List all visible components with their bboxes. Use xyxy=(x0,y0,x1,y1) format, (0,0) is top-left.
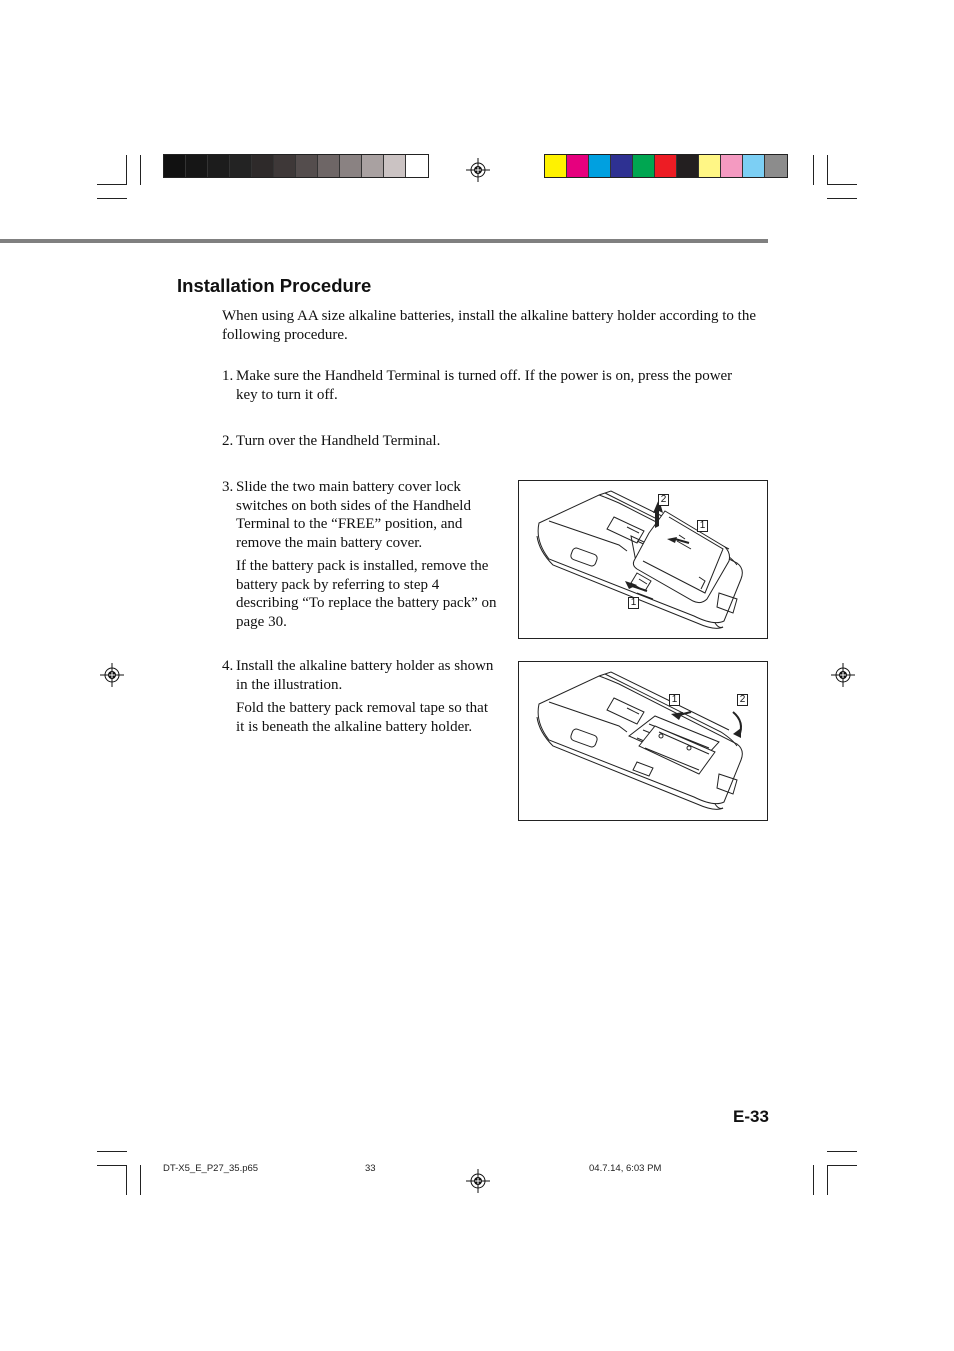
step-text: Install the alkaline battery holder as shown in the illustration. xyxy=(236,658,494,693)
step-text: Turn over the Handheld Terminal. xyxy=(236,433,441,449)
color-swatch xyxy=(362,155,384,177)
color-swatch xyxy=(406,155,428,177)
crop-mark xyxy=(97,1151,127,1152)
step-label-badge: 2 xyxy=(737,694,748,706)
footer-page: 33 xyxy=(365,1163,376,1174)
step-4 xyxy=(222,657,498,741)
color-calibration-bar xyxy=(544,154,788,178)
illustration-remove-battery-cover xyxy=(518,480,768,639)
color-swatch xyxy=(765,155,787,177)
crop-mark xyxy=(126,1165,127,1195)
page-number: E-33 xyxy=(733,1107,769,1126)
color-swatch xyxy=(743,155,765,177)
step-label-badge: 2 xyxy=(658,494,669,506)
crop-mark xyxy=(140,155,141,185)
registration-mark-icon xyxy=(831,663,855,687)
section-rule xyxy=(0,239,768,243)
crop-mark xyxy=(140,1165,141,1195)
color-swatch xyxy=(384,155,406,177)
footer-filename: DT-X5_E_P27_35.p65 xyxy=(163,1163,259,1174)
color-swatch xyxy=(567,155,589,177)
footer-date: 04.7.14, 6:03 PM xyxy=(589,1163,662,1174)
step-number: 2. xyxy=(222,433,234,449)
grayscale-calibration-bar xyxy=(163,154,429,178)
step-number: 1. xyxy=(222,368,234,384)
step-3 xyxy=(222,478,498,636)
color-swatch xyxy=(633,155,655,177)
crop-mark xyxy=(813,155,814,185)
intro-paragraph: When using AA size alkaline batteries, install the alkaline battery holder according to the following procedure. xyxy=(222,308,756,343)
step-text: Fold the battery pack removal tape so that it is beneath the alkaline battery holder. xyxy=(236,700,489,735)
color-swatch xyxy=(164,155,186,177)
step-2 xyxy=(222,432,752,456)
registration-mark-icon xyxy=(466,1169,490,1193)
step-label-badge: 1 xyxy=(697,520,708,532)
registration-mark-icon xyxy=(466,158,490,182)
color-swatch xyxy=(699,155,721,177)
color-swatch xyxy=(655,155,677,177)
color-swatch xyxy=(274,155,296,177)
crop-mark xyxy=(827,198,857,199)
crop-mark xyxy=(827,155,828,185)
step-text: Slide the two main battery cover lock switches on both sides of the Handheld Terminal to the “FREE” position, and remove the main battery cover. xyxy=(236,479,471,551)
step-1 xyxy=(222,367,752,409)
color-swatch xyxy=(340,155,362,177)
registration-mark-icon xyxy=(100,663,124,687)
crop-mark xyxy=(97,1165,127,1166)
step-label-badge: 1 xyxy=(628,597,639,609)
crop-mark xyxy=(813,1165,814,1195)
crop-mark xyxy=(97,184,127,185)
color-swatch xyxy=(186,155,208,177)
color-swatch xyxy=(318,155,340,177)
crop-mark xyxy=(827,1165,857,1166)
crop-mark xyxy=(126,155,127,185)
step-label-badge: 1 xyxy=(669,694,680,706)
step-number: 3. xyxy=(222,479,234,495)
illustration-install-alkaline-holder xyxy=(518,661,768,821)
color-swatch xyxy=(545,155,567,177)
crop-mark xyxy=(827,184,857,185)
color-swatch xyxy=(611,155,633,177)
crop-mark xyxy=(827,1151,857,1152)
color-swatch xyxy=(296,155,318,177)
color-swatch xyxy=(230,155,252,177)
color-swatch xyxy=(208,155,230,177)
handheld-terminal-holder-install-drawing xyxy=(519,662,767,820)
color-swatch xyxy=(589,155,611,177)
section-heading: Installation Procedure xyxy=(177,275,372,296)
color-swatch xyxy=(677,155,699,177)
step-text: If the battery pack is installed, remove the battery pack by referring to step 4 describing “To replace the battery pack” on page 30. xyxy=(236,558,497,630)
color-swatch xyxy=(252,155,274,177)
crop-mark xyxy=(827,1165,828,1195)
step-number: 4. xyxy=(222,658,234,674)
handheld-terminal-cover-removal-drawing xyxy=(519,481,767,638)
color-swatch xyxy=(721,155,743,177)
step-text: Make sure the Handheld Terminal is turned off. If the power is on, press the power key to turn it off. xyxy=(236,368,733,403)
crop-mark xyxy=(97,198,127,199)
